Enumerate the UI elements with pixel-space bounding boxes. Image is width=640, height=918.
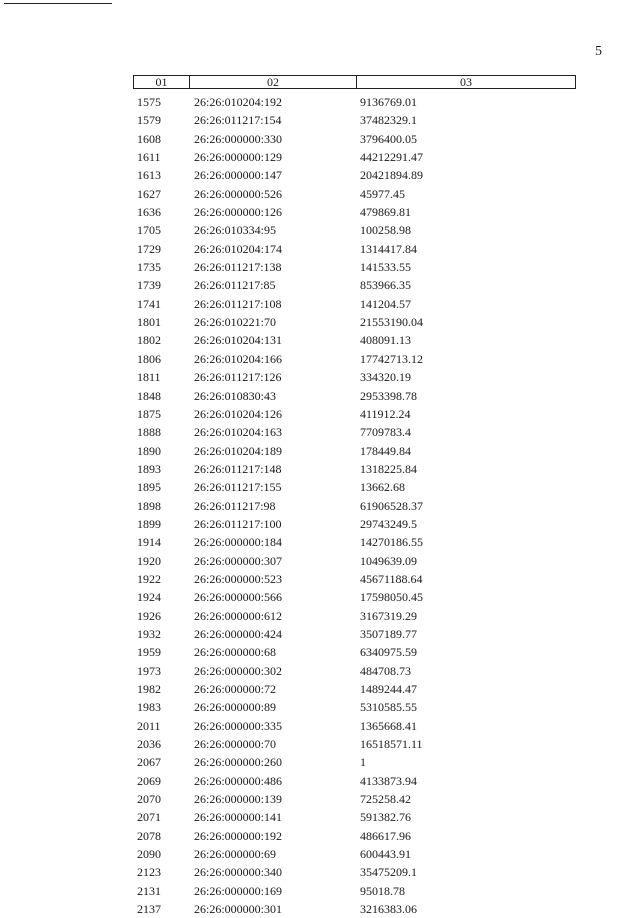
- row-value: 1365668.41: [360, 718, 417, 733]
- row-cadastral-number: 26:26:000000:72: [194, 682, 277, 696]
- row-value: 17742713.12: [360, 351, 423, 366]
- table-row: [0, 166, 640, 184]
- row-value: 408091.13: [360, 333, 411, 348]
- row-value: 141204.57: [360, 296, 411, 311]
- row-code: 2123: [137, 865, 161, 880]
- top-rule: [4, 3, 112, 4]
- row-cadastral-number: 26:26:010204:192: [194, 95, 283, 109]
- row-cadastral-number: 26:26:000000:126: [194, 205, 283, 220]
- row-value: 45671188.64: [360, 571, 423, 586]
- row-cadastral-number: 26:26:000000:526: [194, 186, 283, 201]
- row-value: 7709783.4: [360, 425, 411, 440]
- row-value: 600443.91: [360, 847, 411, 862]
- row-code: 1636: [137, 205, 161, 220]
- row-cadastral-number: 26:26:000000:330: [194, 131, 283, 146]
- row-cadastral-number: 26:26:000000:260: [194, 755, 283, 770]
- table-header: [133, 75, 576, 89]
- row-code: 1893: [137, 461, 161, 476]
- row-code: 2067: [137, 755, 161, 770]
- row-cadastral-number: 26:26:000000:192: [194, 828, 283, 843]
- table-row: [0, 588, 640, 606]
- row-code: 1924: [137, 590, 161, 605]
- row-cadastral-number: 26:26:010221:70: [194, 315, 277, 330]
- row-value: 411912.24: [360, 406, 411, 421]
- table-row: [0, 313, 640, 331]
- table-row: [0, 93, 640, 111]
- row-cadastral-number: 26:26:000000:68: [194, 645, 277, 660]
- row-cadastral-number: 26:26:000000:523: [194, 571, 283, 586]
- row-value: 2953398.78: [360, 388, 417, 403]
- row-value: 16518571.11: [360, 737, 423, 752]
- table-row: [0, 735, 640, 753]
- table-row: [0, 515, 640, 533]
- row-code: 1735: [137, 260, 161, 275]
- row-cadastral-number: 26:26:010204:131: [194, 333, 283, 348]
- table-row: [0, 570, 640, 588]
- row-code: 2131: [137, 883, 161, 898]
- table-row: [0, 772, 640, 790]
- row-cadastral-number: 26:26:000000:302: [194, 663, 283, 678]
- row-value: 3216383.06: [360, 902, 417, 917]
- row-code: 1802: [137, 333, 161, 348]
- row-code: 1613: [137, 168, 161, 183]
- table-row: [0, 625, 640, 643]
- row-cadastral-number: 26:26:000000:141: [194, 810, 283, 825]
- row-cadastral-number: 26:26:000000:147: [194, 168, 283, 183]
- row-code: 1801: [137, 315, 161, 330]
- row-value: 3796400.05: [360, 131, 417, 146]
- table-row: [0, 258, 640, 276]
- table-row: [0, 148, 640, 166]
- table-row: [0, 130, 640, 148]
- table-row: [0, 643, 640, 661]
- row-code: 1899: [137, 516, 161, 531]
- row-value: 29743249.5: [360, 516, 417, 531]
- row-value: 17598050.45: [360, 590, 423, 605]
- row-cadastral-number: 26:26:000000:486: [194, 773, 283, 788]
- row-code: 1705: [137, 223, 161, 238]
- table-row: [0, 295, 640, 313]
- row-cadastral-number: 26:26:011217:148: [194, 461, 282, 476]
- row-code: 2070: [137, 792, 161, 807]
- row-code: 2069: [137, 773, 161, 788]
- row-cadastral-number: 26:26:000000:184: [194, 535, 283, 550]
- row-cadastral-number: 26:26:010204:189: [194, 443, 283, 458]
- row-value: 1: [360, 755, 366, 770]
- row-value: 3167319.29: [360, 608, 417, 623]
- row-cadastral-number: 26:26:000000:340: [194, 865, 283, 880]
- row-value: 5310585.55: [360, 700, 417, 715]
- row-code: 1982: [137, 682, 161, 696]
- column-header-03: 03: [460, 75, 472, 89]
- row-cadastral-number: 26:26:010204:163: [194, 425, 283, 440]
- row-value: 334320.19: [360, 370, 411, 385]
- table-row: [0, 552, 640, 570]
- row-code: 2071: [137, 810, 161, 825]
- row-value: 3507189.77: [360, 626, 417, 641]
- row-cadastral-number: 26:26:011217:85: [194, 278, 276, 293]
- row-cadastral-number: 26:26:000000:335: [194, 718, 283, 733]
- row-value: 6340975.59: [360, 645, 417, 660]
- column-header-02: 02: [190, 76, 357, 88]
- table-row: [0, 900, 640, 918]
- row-cadastral-number: 26:26:011217:154: [194, 113, 282, 128]
- row-value: 35475209.1: [360, 865, 417, 880]
- table-row: [0, 827, 640, 845]
- row-cadastral-number: 26:26:000000:301: [194, 902, 283, 917]
- table-row: [0, 497, 640, 515]
- table-row: [0, 478, 640, 496]
- row-value: 44212291.47: [360, 150, 423, 165]
- row-code: 1922: [137, 571, 161, 586]
- row-value: 20421894.89: [360, 168, 423, 183]
- table-row: [0, 442, 640, 460]
- row-value: 141533.55: [360, 260, 411, 275]
- row-cadastral-number: 26:26:000000:566: [194, 590, 283, 605]
- table-row: [0, 405, 640, 423]
- row-code: 1898: [137, 498, 161, 513]
- table-row: [0, 808, 640, 826]
- row-value: 1318225.84: [360, 461, 417, 476]
- table-row: [0, 863, 640, 881]
- row-cadastral-number: 26:26:010204:174: [194, 241, 283, 256]
- table-row: [0, 331, 640, 349]
- row-code: 1890: [137, 443, 161, 458]
- row-code: 1888: [137, 425, 161, 440]
- row-code: 1811: [137, 370, 161, 385]
- row-cadastral-number: 26:26:011217:100: [194, 516, 282, 531]
- row-code: 2090: [137, 847, 161, 862]
- row-code: 1611: [137, 150, 161, 165]
- row-value: 37482329.1: [360, 113, 417, 128]
- row-cadastral-number: 26:26:000000:139: [194, 792, 283, 807]
- row-value: 45977.45: [360, 186, 405, 201]
- row-code: 2036: [137, 737, 161, 752]
- table-row: [0, 185, 640, 203]
- row-value: 13662.68: [360, 480, 405, 495]
- table-row: [0, 845, 640, 863]
- row-code: 1608: [137, 131, 161, 146]
- row-code: 1895: [137, 480, 161, 495]
- row-value: 486617.96: [360, 828, 411, 843]
- row-value: 95018.78: [360, 883, 405, 898]
- table-row: [0, 680, 640, 698]
- table-row: [0, 717, 640, 735]
- table-row: [0, 662, 640, 680]
- row-cadastral-number: 26:26:000000:307: [194, 553, 283, 568]
- table-row: [0, 607, 640, 625]
- row-code: 1848: [137, 388, 161, 403]
- row-value: 1049639.09: [360, 553, 417, 568]
- table-row: [0, 698, 640, 716]
- row-cadastral-number: 26:26:000000:70: [194, 737, 277, 752]
- row-code: 1739: [137, 278, 161, 293]
- row-code: 1875: [137, 406, 161, 421]
- row-cadastral-number: 26:26:010204:166: [194, 351, 283, 366]
- table-row: [0, 368, 640, 386]
- row-cadastral-number: 26:26:000000:424: [194, 626, 283, 641]
- table-body: [0, 93, 640, 918]
- row-value: 725258.42: [360, 792, 411, 807]
- row-code: 1983: [137, 700, 161, 715]
- row-cadastral-number: 26:26:011217:126: [194, 370, 282, 385]
- table-row: [0, 882, 640, 900]
- row-cadastral-number: 26:26:010204:126: [194, 406, 283, 421]
- table-row: [0, 221, 640, 239]
- table-row: [0, 203, 640, 221]
- table-row: [0, 276, 640, 294]
- table-row: [0, 350, 640, 368]
- row-value: 4133873.94: [360, 773, 417, 788]
- table-row: [0, 423, 640, 441]
- table-row: [0, 753, 640, 771]
- row-value: 14270186.55: [360, 535, 423, 550]
- table-row: [0, 790, 640, 808]
- row-value: 100258.98: [360, 223, 411, 238]
- row-cadastral-number: 26:26:011217:98: [194, 498, 276, 513]
- row-cadastral-number: 26:26:011217:138: [194, 260, 282, 275]
- table-row: [0, 460, 640, 478]
- row-code: 1627: [137, 186, 161, 201]
- row-cadastral-number: 26:26:000000:89: [194, 700, 277, 715]
- row-code: 1932: [137, 626, 161, 641]
- row-cadastral-number: 26:26:010334:95: [194, 223, 277, 238]
- table-row: [0, 387, 640, 405]
- row-code: 1959: [137, 645, 161, 660]
- row-value: 1489244.47: [360, 682, 417, 696]
- row-value: 178449.84: [360, 443, 411, 458]
- row-code: 1729: [137, 241, 161, 256]
- page-number: 5: [595, 44, 602, 59]
- row-code: 2011: [137, 718, 161, 733]
- row-value: 484708.73: [360, 663, 411, 678]
- row-code: 1973: [137, 663, 161, 678]
- row-value: 61906528.37: [360, 498, 423, 513]
- row-code: 2078: [137, 828, 161, 843]
- row-value: 1314417.84: [360, 241, 417, 256]
- table-row: [0, 533, 640, 551]
- row-code: 1914: [137, 535, 161, 550]
- row-code: 1741: [137, 296, 161, 311]
- row-value: 479869.81: [360, 205, 411, 220]
- table-row: [0, 240, 640, 258]
- row-cadastral-number: 26:26:010830:43: [194, 388, 277, 403]
- row-code: 1575: [137, 95, 161, 109]
- row-code: 1579: [137, 113, 161, 128]
- row-cadastral-number: 26:26:011217:155: [194, 480, 282, 495]
- row-cadastral-number: 26:26:000000:69: [194, 847, 277, 862]
- row-cadastral-number: 26:26:000000:129: [194, 150, 283, 165]
- row-value: 21553190.04: [360, 315, 423, 330]
- column-header-01: 01: [134, 76, 190, 88]
- row-code: 2137: [137, 902, 161, 917]
- row-cadastral-number: 26:26:000000:612: [194, 608, 283, 623]
- row-code: 1806: [137, 351, 161, 366]
- row-cadastral-number: 26:26:011217:108: [194, 296, 282, 311]
- row-code: 1920: [137, 553, 161, 568]
- row-cadastral-number: 26:26:000000:169: [194, 883, 283, 898]
- table-row: [0, 111, 640, 129]
- row-code: 1926: [137, 608, 161, 623]
- row-value: 853966.35: [360, 278, 411, 293]
- row-value: 9136769.01: [360, 95, 417, 109]
- row-value: 591382.76: [360, 810, 411, 825]
